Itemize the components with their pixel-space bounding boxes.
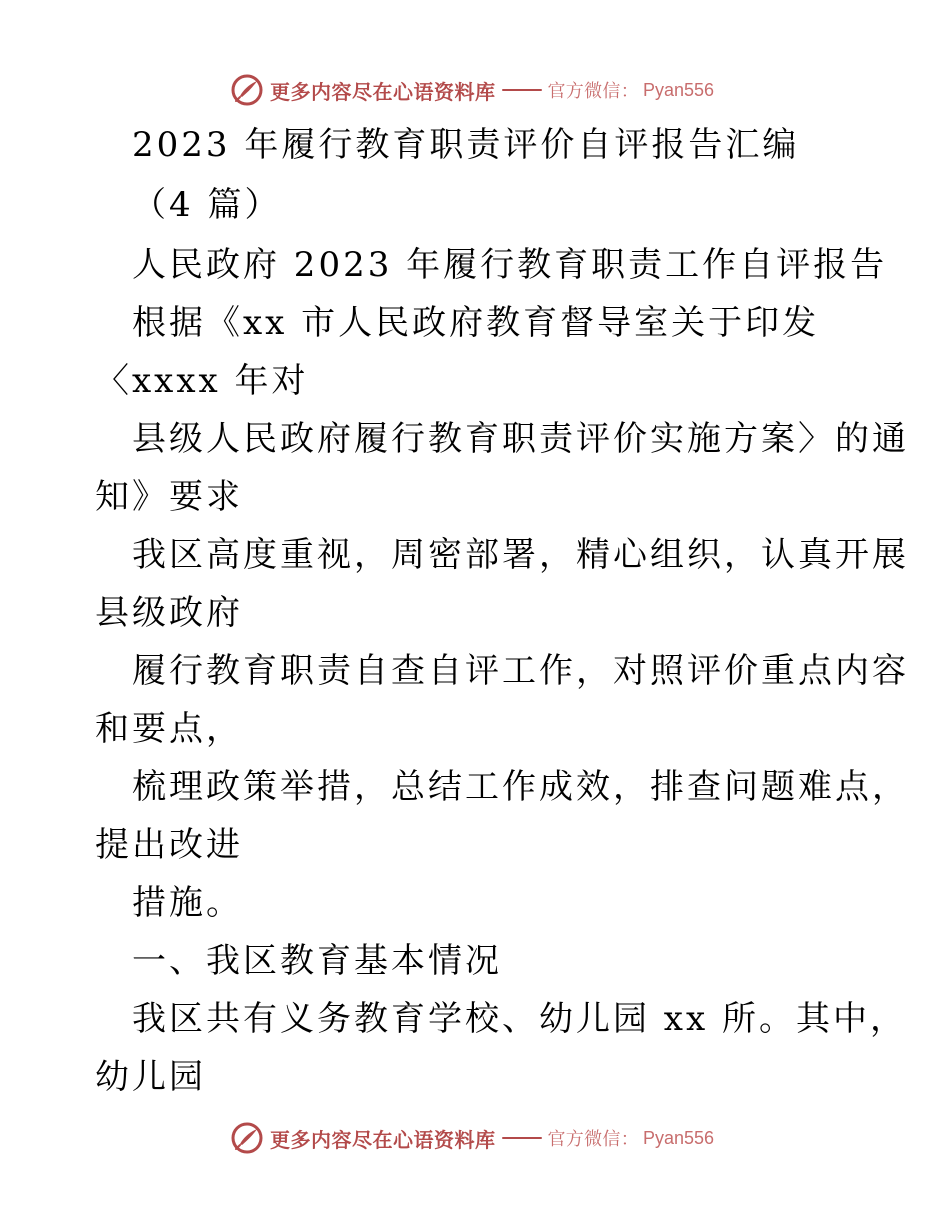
feather-quill-icon <box>230 1121 264 1155</box>
paragraph-line: 梳理政策举措，总结工作成效，排查问题难点， <box>132 767 909 807</box>
paragraph-line: 我区高度重视，周密部署，精心组织，认真开展 <box>132 535 909 575</box>
paragraph-line: 提出改进 <box>95 825 243 865</box>
paragraph-line: 我区共有义务教育学校、幼儿园 xx 所。其中， <box>132 999 907 1039</box>
watermark-text <box>270 76 714 105</box>
watermark-text <box>270 1124 714 1153</box>
watermark-dash <box>502 1137 542 1139</box>
subsection-heading: 一、我区教育基本情况 <box>132 941 502 981</box>
paragraph-line: 措施。 <box>132 883 243 923</box>
document-subtitle: （4 篇） <box>132 185 282 225</box>
watermark-wechat-id: Pyan556 <box>643 79 715 100</box>
paragraph-line: 〈xxxx 年对 <box>95 361 309 401</box>
paragraph-line: 县级政府 <box>95 593 243 633</box>
watermark-dash <box>502 89 542 91</box>
paragraph-line: 履行教育职责自查自评工作，对照评价重点内容 <box>132 651 909 691</box>
watermark-secondary-text: 官方微信： <box>547 81 639 101</box>
paragraph-line: 幼儿园 <box>95 1057 206 1097</box>
watermark-primary-text: 更多内容尽在心语资料库 <box>270 1129 496 1152</box>
document-title: 2023 年履行教育职责评价自评报告汇编 <box>132 125 800 165</box>
paragraph-line: 知》要求 <box>95 477 243 517</box>
paragraph-line: 和要点， <box>95 709 243 749</box>
header-watermark <box>230 70 750 110</box>
footer-watermark <box>230 1118 750 1158</box>
watermark-primary-text: 更多内容尽在心语资料库 <box>270 81 496 104</box>
paragraph-line: 县级人民政府履行教育职责评价实施方案〉的通 <box>132 419 909 459</box>
watermark-secondary-text: 官方微信： <box>547 1129 639 1149</box>
section-heading: 人民政府 2023 年履行教育职责工作自评报告 <box>132 245 888 285</box>
paragraph-line: 根据《xx 市人民政府教育督导室关于印发 <box>132 303 820 343</box>
feather-quill-icon <box>230 73 264 107</box>
watermark-wechat-id: Pyan556 <box>643 1127 715 1148</box>
